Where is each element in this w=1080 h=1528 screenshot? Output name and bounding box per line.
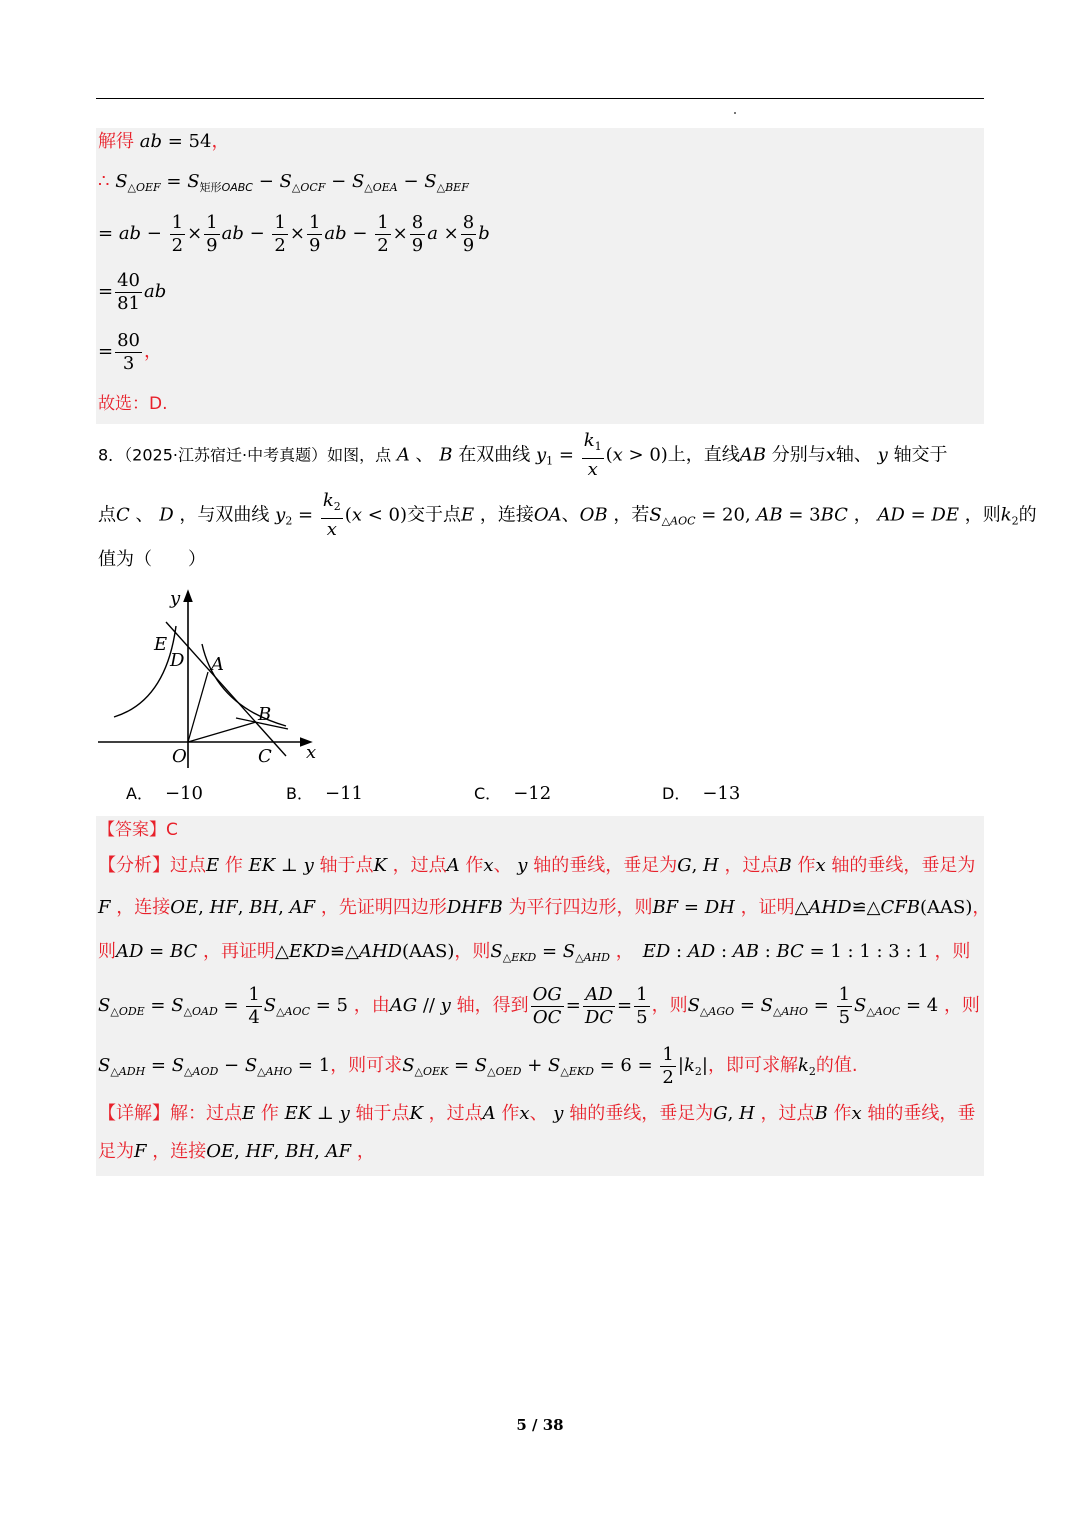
solve-line-6: 故选：D. — [98, 394, 168, 414]
label-o: O — [172, 746, 187, 767]
analysis-line-2: F ，连接OE, HF, BH, AF ，先证明四边形DHFB 为平行四边形，则BF = DH ，证明△AHD≌△CFB(AAS)， — [98, 897, 991, 918]
option-d[interactable]: D． −13 — [662, 783, 741, 804]
question-line-3: 值为（ ） — [98, 549, 206, 570]
solve-line-4: = $\frac{40}{81}$ ab — [98, 269, 167, 314]
analysis-line-1: 【分析】过点E 作 EK ⊥ y 轴于点K ，过点A 作x、 y 轴的垂线，垂足为G, H ，过点B 作x 轴的垂线，垂足为 — [98, 855, 976, 876]
label-y: y — [170, 588, 181, 609]
solve-line-3: = ab − $\frac{1}{2}$ × $\frac{1}{9}$ ab − $\frac{1}{2}$ × $\frac{1}{9}$ ab − $\frac{1}{2}$ × $\frac{8}{9}$ a × $\frac{8}{9}$ b — [98, 211, 490, 256]
line-ab — [166, 622, 286, 756]
label-e: E — [154, 634, 168, 655]
label-c: C — [258, 746, 272, 767]
analysis-line-3: 则AD = BC ，再证明△EKD≌△AHD(AAS)，则$S_{\triangle EKD} = S_{\triangle AHD}$ ， ED : AD : AB : BC = 1 : 1 : 3 : 1 ，则 — [98, 941, 971, 964]
solve-line-5: = $\frac{80}{3}$ ， — [98, 329, 162, 374]
page-number: 5 / 38 — [516, 1416, 564, 1434]
question-line-2: 点C 、 D ，与双曲线 $y_2$ = $\frac{k_2}{x}$ (x < 0)交于点E ，连接OA、OB ，若$S_{\triangle AOC} = 20$, AB = 3BC ， AD = DE ，则$k_2$的 — [98, 490, 1037, 540]
label-b: B — [258, 704, 272, 725]
detail-line-1: 【详解】解：过点E 作 EK ⊥ y 轴于点K ，过点A 作x、 y 轴的垂线，垂足为G, H ，过点B 作x 轴的垂线，垂 — [98, 1103, 976, 1124]
question-line-1: 8．（2025·江苏宿迁·中考真题）如图，点 A 、 B 在双曲线 $y_1$ = $\frac{k_1}{x}$ (x > 0)上，直线AB 分别与x轴、 y 轴交于 — [98, 430, 948, 480]
header-dot — [734, 112, 736, 114]
segment-ob — [188, 722, 256, 742]
analysis-line-5: $S_{\triangle ADH} = S_{\triangle AOD} - S_{\triangle AHO} = 1$，则可求$S_{\triangle OEK} = S_{\triangle OED} + S_{\triangle EKD} = 6$ = $\frac{1}{2}$ $|k_2|$，即可求解$k_2$的值. — [98, 1043, 858, 1088]
analysis-line-4: $S_{\triangle ODE} = S_{\triangle OAD}$ = $\frac{1}{4}$ $S_{\triangle AOC} = 5$ ，由AG // y 轴，得到 $\frac{OG}{OC}$ = $\frac{AD}{DC}$ = $\frac{1}{5}$ ，则$S_{\triangle AGO} = S_{\triangle AHO}$ = $\frac{1}{5}$ $S_{\triangle AOC} = 4$ ，则 — [98, 983, 980, 1028]
header-rule — [96, 98, 984, 99]
label-d: D — [170, 650, 185, 671]
detail-line-2: 足为F ，连接OE, HF, BH, AF ， — [98, 1141, 375, 1162]
label-a: A — [211, 654, 224, 675]
option-c[interactable]: C． −12 — [474, 783, 552, 804]
answer-line: 【答案】C — [98, 820, 178, 840]
segment-oa — [188, 672, 208, 742]
option-b[interactable]: B． −11 — [286, 783, 363, 804]
solve-line-1: 解得 ab = 54， — [98, 131, 230, 152]
solve-line-2: ∴ $S_{\triangle OEF} = S_{矩形OABC} - S_{\triangle OCF} - S_{\triangle OEA} - S_{\triangle BEF}$ — [98, 171, 469, 194]
label-x: x — [306, 742, 317, 763]
option-a[interactable]: A． −10 — [126, 783, 203, 804]
hyperbola-figure — [96, 586, 336, 776]
